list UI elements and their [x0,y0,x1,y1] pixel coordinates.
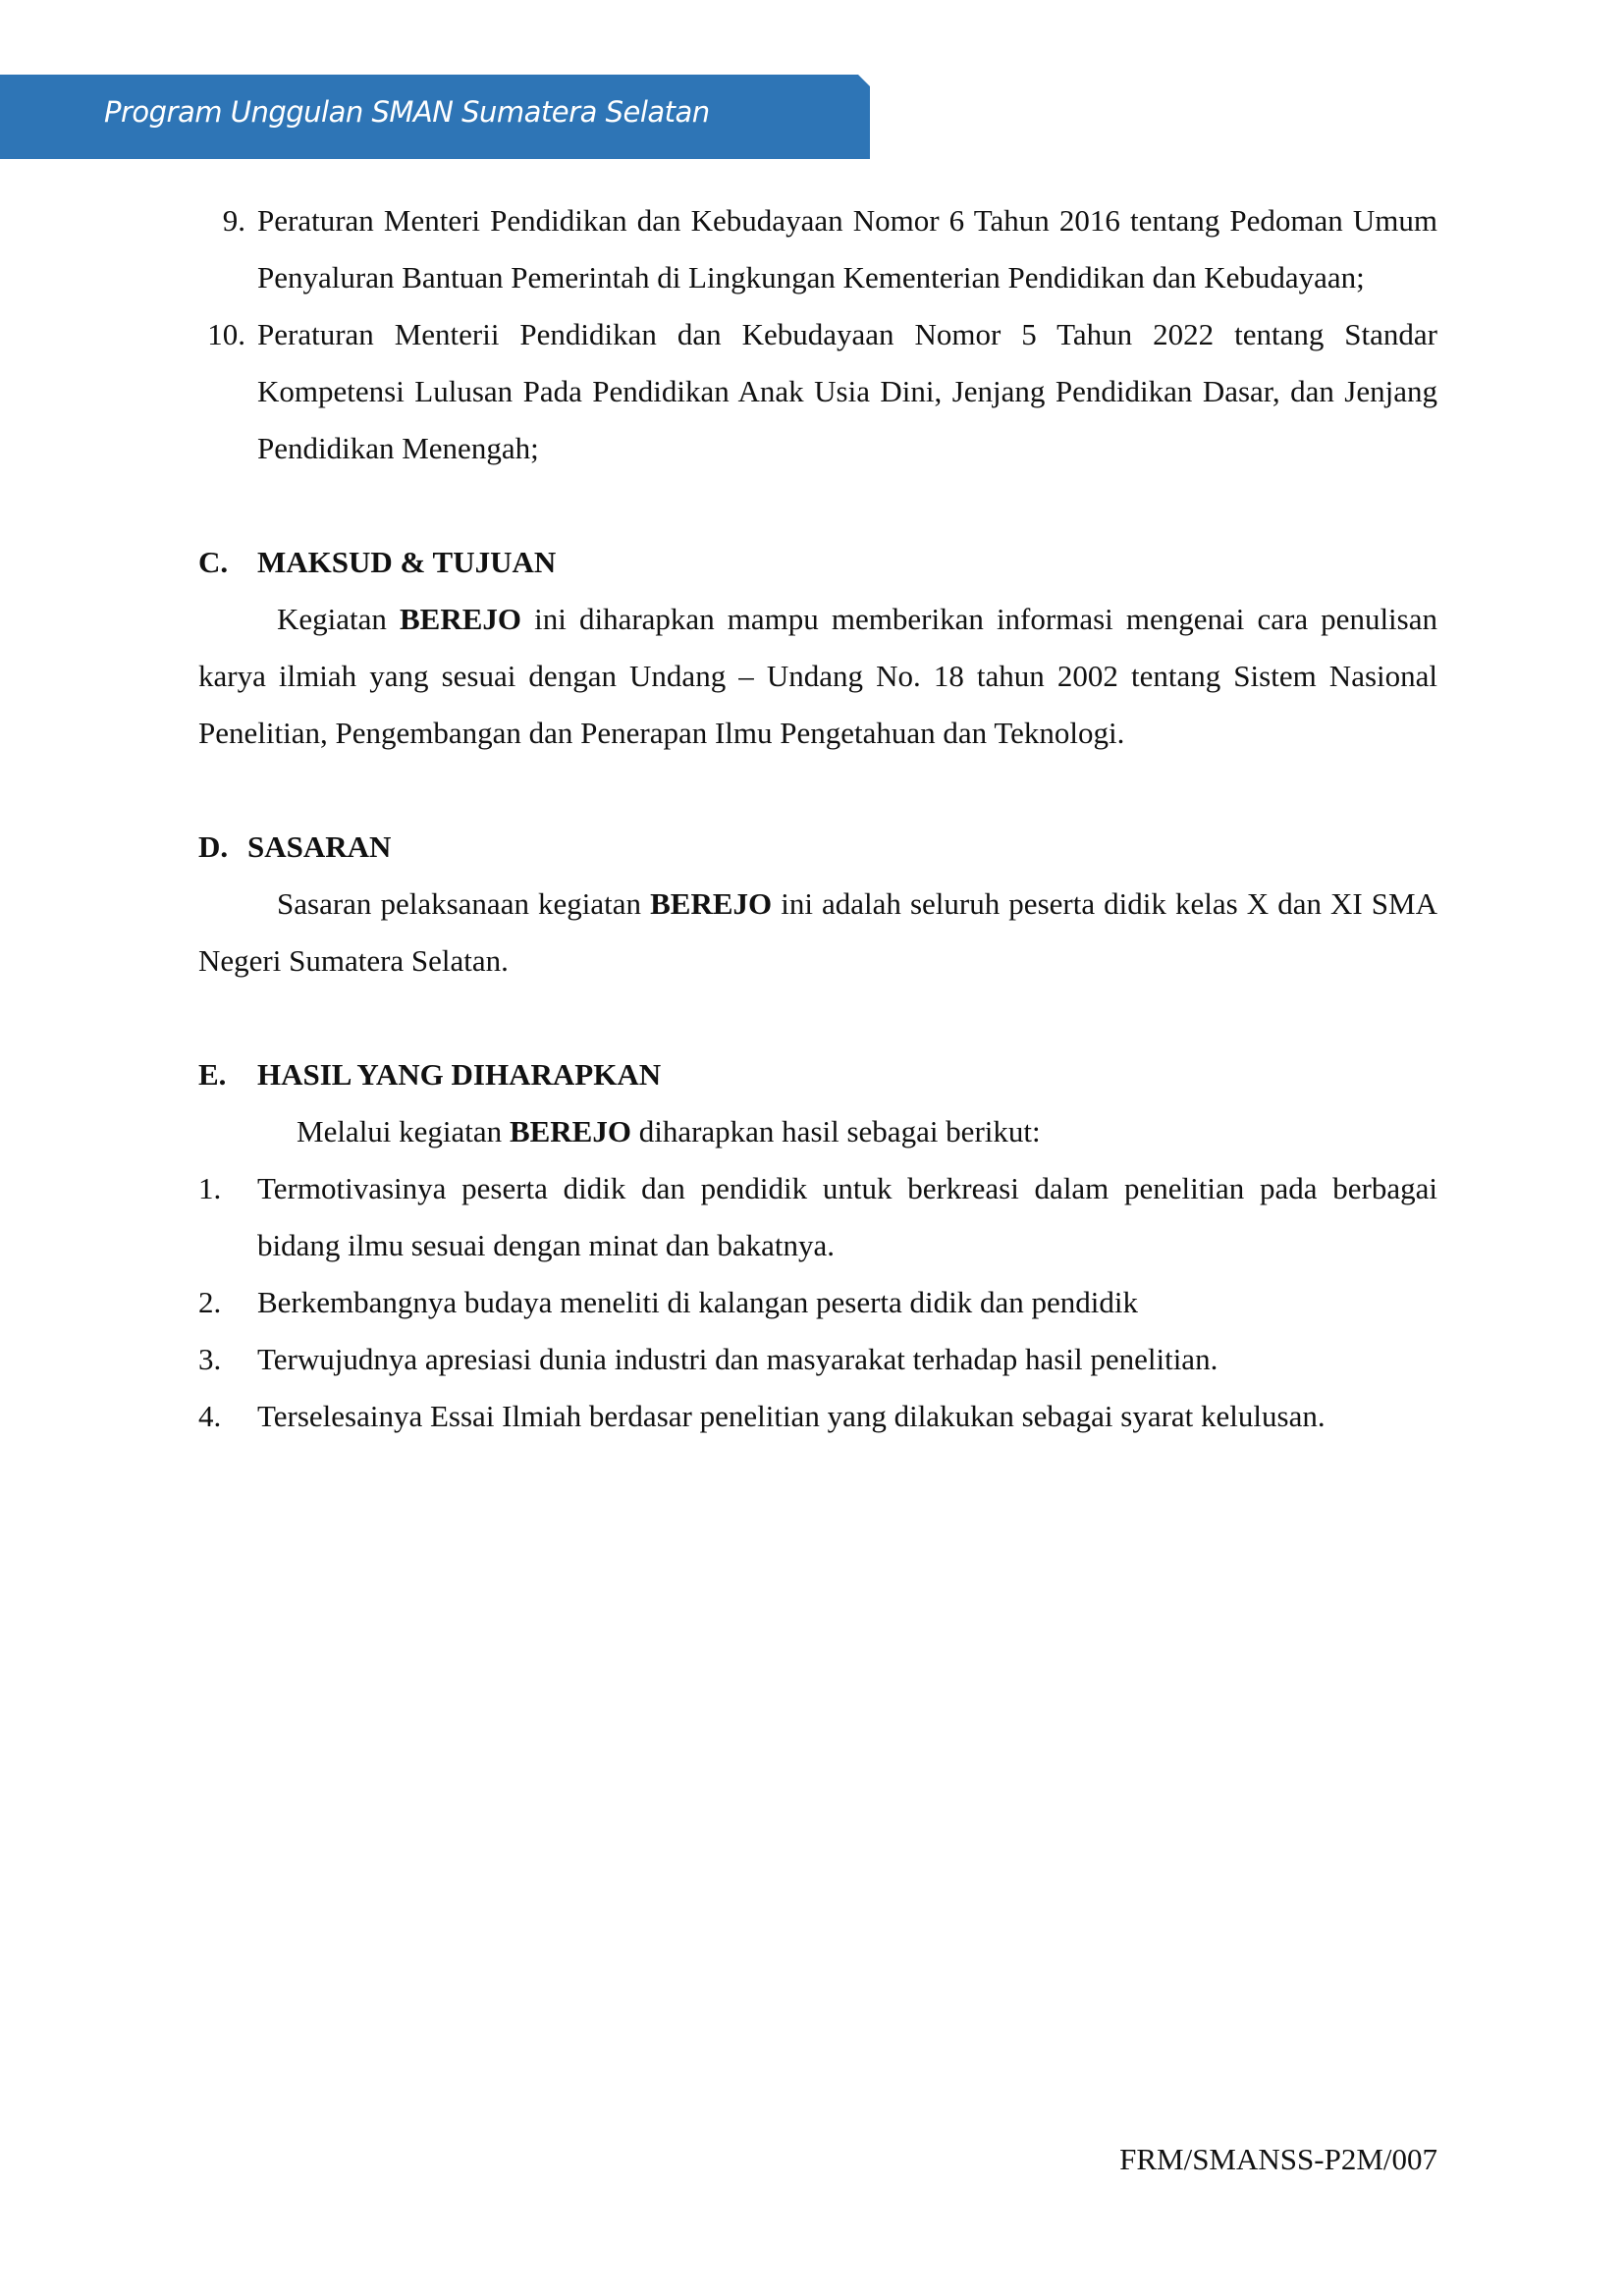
program-name: BEREJO [509,1114,631,1148]
list-item-number: 4. [198,1399,222,1433]
result-list-item [198,1388,1437,1445]
result-list-item [198,1331,1437,1388]
section-letter: C. [198,545,229,579]
paragraph-text: ini diharapkan mampu memberikan informasi mengenai cara penulisan karya ilmiah yang sesuai dengan Undang – Undang No. 18 tahun 2002 tentang Sistem Nasional Penelitian, Pengembangan dan Penerapan Ilmu Pengetahuan dan Teknologi. [198,602,1437,750]
list-item-number: 1. [198,1171,222,1205]
section-heading-hasil [198,1046,1437,1103]
section-heading-sasaran [198,819,1437,876]
header-title: Program Unggulan SMAN Sumatera Selatan [104,95,710,129]
paragraph-text: Sasaran pelaksanaan kegiatan [277,886,651,921]
list-item-number: 2. [198,1285,222,1319]
list-item-text: Peraturan Menterii Pendidikan dan Kebudayaan Nomor 5 Tahun 2022 tentang Standar Kompetensi Lulusan Pada Pendidikan Anak Usia Dini, Jenjang Pendidikan Dasar, dan Jenjang Pendidikan Menengah; [257,317,1437,465]
section-title: MAKSUD & TUJUAN [257,545,557,579]
section-letter: E. [198,1057,227,1092]
list-item-number: 10. [207,317,245,351]
document-code: FRM/SMANSS-P2M/007 [1119,2142,1437,2176]
program-name: BEREJO [400,602,522,636]
paragraph-text: ini adalah seluruh peserta didik kelas X dan XI SMA Negeri Sumatera Selatan. [198,886,1437,978]
paragraph-text: Kegiatan [277,602,400,636]
program-name: BEREJO [650,886,773,921]
document-body [198,192,1437,1445]
list-item-text: Berkembangnya budaya meneliti di kalangan peserta didik dan pendidik [257,1285,1139,1319]
legal-list-item [198,306,1437,477]
paragraph-text: Melalui kegiatan [297,1114,510,1148]
result-list-item [198,1274,1437,1331]
section-letter: D. [198,829,229,864]
list-item-text: Termotivasinya peserta didik dan pendidik untuk berkreasi dalam penelitian pada berbagai bidang ilmu sesuai dengan minat dan bakatnya. [257,1171,1437,1262]
legal-list-item [198,192,1437,306]
section-title: SASARAN [247,829,392,864]
list-item-text: Terwujudnya apresiasi dunia industri dan masyarakat terhadap hasil penelitian. [257,1342,1218,1376]
list-item-number: 9. [222,203,245,238]
section-title: HASIL YANG DIHARAPKAN [257,1057,662,1092]
result-list-item [198,1160,1437,1274]
list-item-number: 3. [198,1342,222,1376]
section-paragraph [198,591,1437,762]
section-heading-maksud-tujuan [198,534,1437,591]
list-item-text: Terselesainya Essai Ilmiah berdasar penelitian yang dilakukan sebagai syarat kelulusan. [257,1399,1326,1433]
list-item-text: Peraturan Menteri Pendidikan dan Kebudayaan Nomor 6 Tahun 2016 tentang Pedoman Umum Penyaluran Bantuan Pemerintah di Lingkungan Kementerian Pendidikan dan Kebudayaan; [257,203,1437,294]
paragraph-text: diharapkan hasil sebagai berikut: [630,1114,1041,1148]
section-paragraph [198,876,1437,989]
section-paragraph [198,1103,1437,1160]
